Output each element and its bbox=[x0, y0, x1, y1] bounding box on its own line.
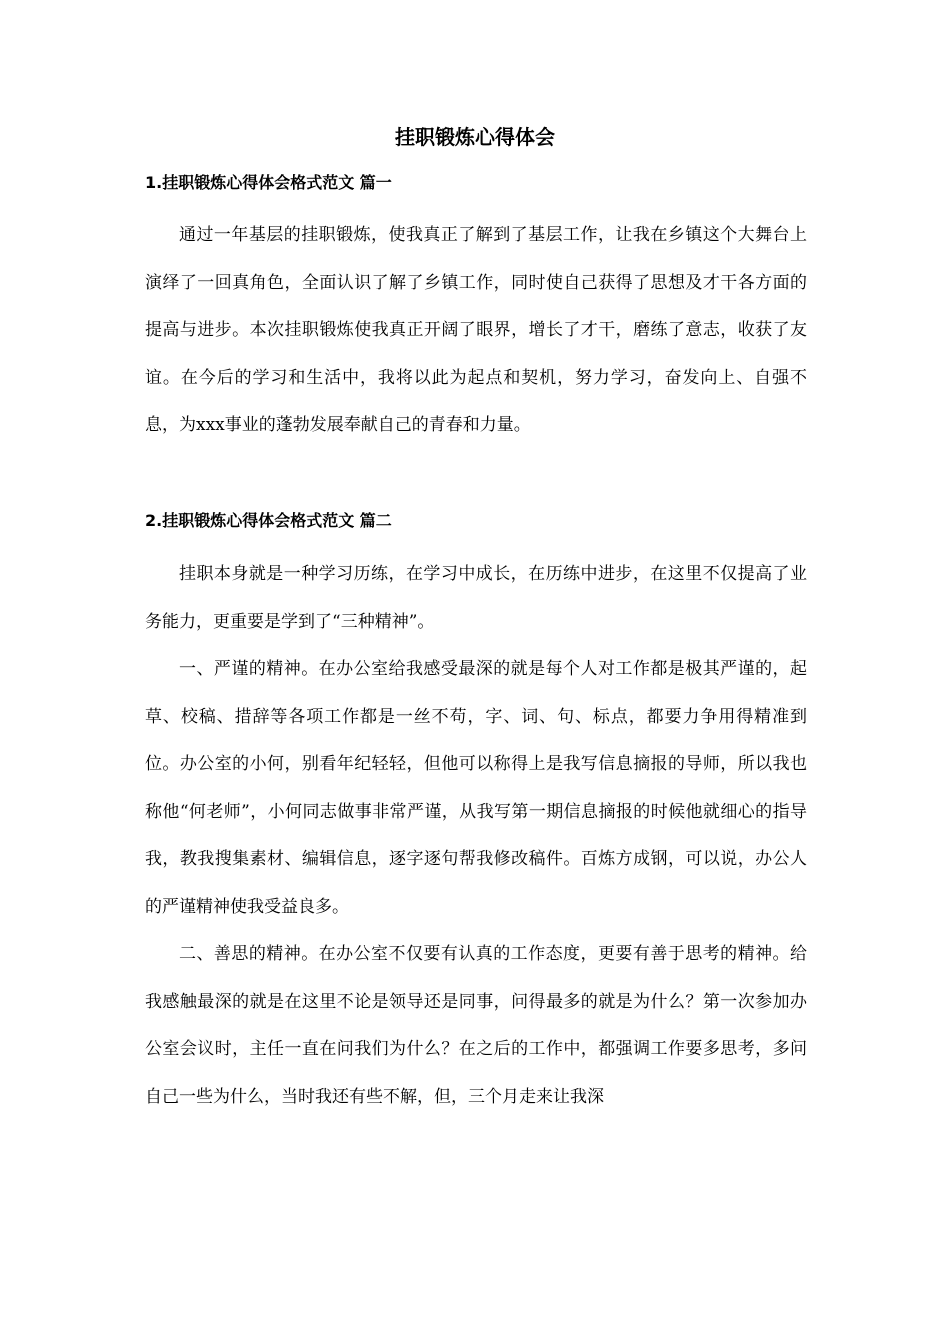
section-1-heading: 1.挂职锻炼心得体会格式范文 篇一 bbox=[145, 173, 392, 192]
section-2-heading: 2.挂职锻炼心得体会格式范文 篇二 bbox=[145, 511, 392, 530]
section-1-paragraph-1: 通过一年基层的挂职锻炼，使我真正了解到了基层工作，让我在乡镇这个大舞台上演绎了一回真角色，全面认识了解了乡镇工作，同时使自己获得了思想及才干各方面的提高与进步。本次挂职锻炼使我真正开阔了眼界，增长了才干，磨练了意志，收获了友谊。在今后的学习和生活中，我将以此为起点和契机，努力学习，奋发向上、自强不息，为xxx事业的蓬勃发展奉献自己的青春和力量。 bbox=[145, 225, 807, 435]
section-2-paragraph-3: 二、善思的精神。在办公室不仅要有认真的工作态度，更要有善于思考的精神。给我感触最深的就是在这里不论是领导还是同事，问得最多的就是为什么？第一次参加办公室会议时，主任一直在问我们为什么？在之后的工作中，都强调工作要多思考，多问自己一些为什么，当时我还有些不解，但，三个月走来让我深 bbox=[145, 944, 807, 1107]
section-2-paragraph-2: 一、严谨的精神。在办公室给我感受最深的就是每个人对工作都是极其严谨的，起草、校稿、措辞等各项工作都是一丝不苟，字、词、句、标点，都要力争用得精准到位。办公室的小何，别看年纪轻轻，但他可以称得上是我写信息摘报的导师，所以我也称他“何老师”，小何同志做事非常严谨，从我写第一期信息摘报的时候他就细心的指导我，教我搜集素材、编辑信息，逐字逐句帮我修改稿件。百炼方成钢，可以说，办公人的严谨精神使我受益良多。 bbox=[145, 659, 807, 917]
document-title: 挂职锻炼心得体会 bbox=[395, 125, 555, 149]
section-2-paragraph-1: 挂职本身就是一种学习历练，在学习中成长，在历练中进步，在这里不仅提高了业务能力，更重要是学到了“三种精神”。 bbox=[145, 564, 807, 632]
